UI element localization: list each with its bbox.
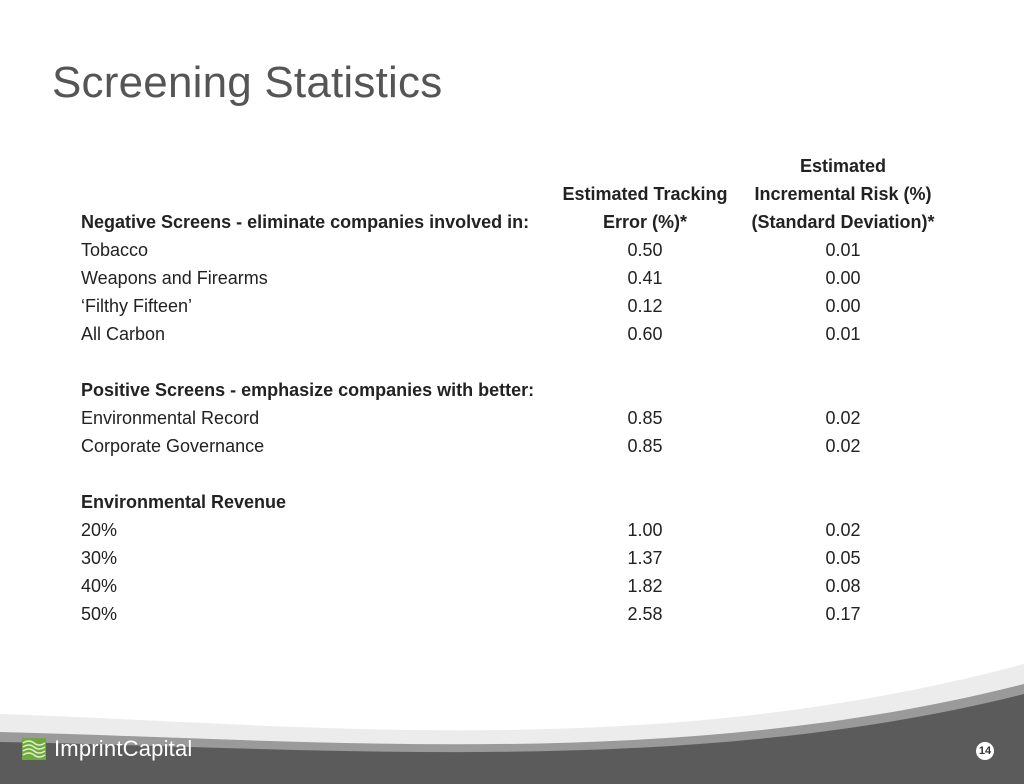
environmental-revenue-header: Environmental Revenue (81, 492, 287, 512)
logo-wave-icon (22, 738, 46, 760)
row-label: 20% (81, 520, 118, 540)
footer-swoosh (0, 654, 1024, 784)
table-row (81, 544, 961, 572)
incremental-risk-header-line1: Estimated (799, 156, 887, 176)
section-spacer (81, 348, 961, 376)
row-label: 40% (81, 576, 118, 596)
logo-text: ImprintCapital (54, 736, 193, 761)
tracking-error-header-line1: Estimated Tracking (562, 184, 728, 204)
tracking-error-value: 0.12 (627, 296, 663, 316)
incremental-risk-value: 0.02 (825, 520, 861, 540)
table-row (81, 516, 961, 544)
table-row (81, 264, 961, 292)
incremental-risk-value: 0.08 (825, 576, 861, 596)
row-label: 30% (81, 548, 118, 568)
table-row (81, 292, 961, 320)
section-spacer (81, 460, 961, 488)
tracking-error-value: 2.58 (627, 604, 663, 624)
incremental-risk-header (743, 152, 943, 236)
positive-screens-header-row (81, 376, 961, 404)
tracking-error-header-line2: Error (%)* (602, 212, 687, 232)
incremental-risk-header-line3: (Standard Deviation)* (751, 212, 935, 232)
table-row (81, 572, 961, 600)
row-label: All Carbon (81, 324, 166, 344)
incremental-risk-value: 0.00 (825, 296, 861, 316)
incremental-risk-header-line2: Incremental Risk (%) (754, 184, 932, 204)
screening-table (81, 152, 961, 628)
slide-title: Screening Statistics (52, 58, 443, 107)
tracking-error-value: 1.82 (627, 576, 663, 596)
tracking-error-header (559, 180, 731, 236)
tracking-error-value: 0.50 (627, 240, 663, 260)
incremental-risk-value: 0.02 (825, 436, 861, 456)
table-row (81, 320, 961, 348)
tracking-error-value: 0.85 (627, 408, 663, 428)
row-label: ‘Filthy Fifteen’ (81, 296, 193, 316)
tracking-error-value: 0.85 (627, 436, 663, 456)
page-number: 14 (976, 742, 994, 760)
incremental-risk-value: 0.00 (825, 268, 861, 288)
environmental-revenue-header-row (81, 488, 961, 516)
imprint-capital-logo (22, 736, 193, 762)
incremental-risk-value: 0.01 (825, 240, 861, 260)
incremental-risk-value: 0.17 (825, 604, 861, 624)
row-label: 50% (81, 604, 118, 624)
table-row (81, 236, 961, 264)
row-label: Weapons and Firearms (81, 268, 268, 288)
tracking-error-value: 1.37 (627, 548, 663, 568)
tracking-error-value: 0.60 (627, 324, 663, 344)
positive-screens-header: Positive Screens - emphasize companies with better: (81, 380, 535, 400)
incremental-risk-value: 0.05 (825, 548, 861, 568)
table-row (81, 600, 961, 628)
tracking-error-value: 1.00 (627, 520, 663, 540)
row-label: Tobacco (81, 240, 149, 260)
negative-screens-header: Negative Screens - eliminate companies involved in: (81, 212, 530, 232)
incremental-risk-value: 0.02 (825, 408, 861, 428)
incremental-risk-value: 0.01 (825, 324, 861, 344)
table-row (81, 404, 961, 432)
row-label: Corporate Governance (81, 436, 265, 456)
tracking-error-value: 0.41 (627, 268, 663, 288)
row-label: Environmental Record (81, 408, 260, 428)
table-header-row (81, 152, 961, 236)
table-row (81, 432, 961, 460)
